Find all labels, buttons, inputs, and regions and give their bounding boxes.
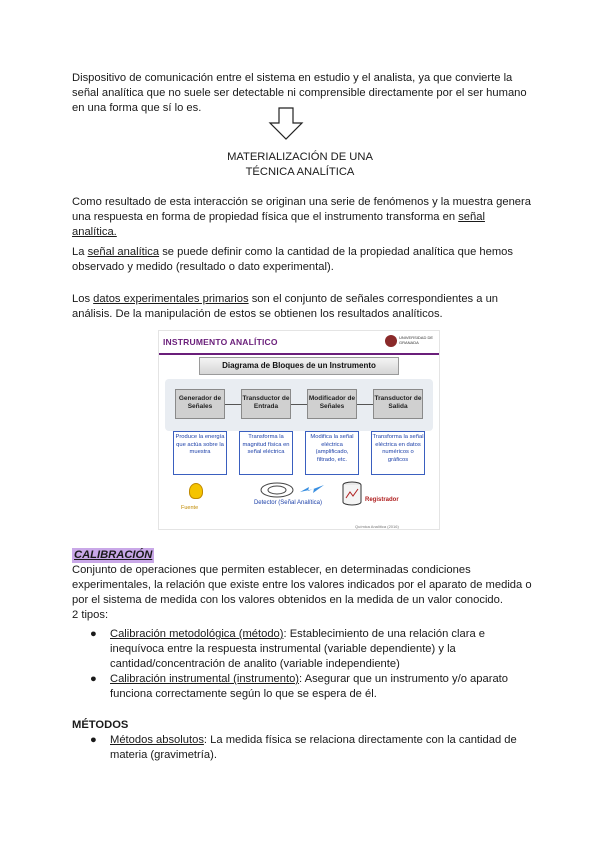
calibracion-text: Conjunto de operaciones que permiten establecer, en determinadas condiciones experimentales, la relación que existe entre los valores indicados por el aparato de medida o por el sistema de medida con los valores obtenidos en la medida de un valor conocido.: [72, 564, 532, 606]
datos-def-text: son el conjunto de señales correspondientes a un análisis. De la manipulación de estos se obtienen los resultados analíticos.: [72, 293, 499, 320]
block-transductor-salida: Transductor de Salida: [373, 389, 423, 419]
diagram-banner: Diagrama de Bloques de un Instrumento: [199, 357, 399, 375]
calibracion-metodologica-term: Calibración metodológica (método): [110, 628, 284, 640]
intro-text: Dispositivo de comunicación entre el sistema en estudio y el analista, ya que convierte la señal analítica que no suele ser detectable ni comprensible directamente por el ser humano en una forma que sí lo es.: [72, 72, 527, 114]
university-logo-text: UNIVERSIDAD DE GRANADA: [399, 335, 434, 345]
university-logo: [385, 334, 435, 350]
list-item: [88, 733, 528, 763]
detector-label: Detector (Señal Analítica): [253, 500, 323, 506]
instrument-block-diagram: [158, 330, 440, 530]
datos-def-term: datos experimentales primarios: [93, 293, 249, 305]
calibracion-tipos: 2 tipos:: [72, 609, 109, 621]
desc-modificador: Modifica la señal eléctrica (amplificado, filtrado, etc.: [305, 431, 359, 475]
metodos-heading: MÉTODOS: [72, 719, 129, 731]
block-transductor-entrada: Transductor de Entrada: [241, 389, 291, 419]
bullet-icon: ●: [90, 734, 97, 746]
connector-3: [357, 404, 373, 405]
senal-definition-paragraph: [72, 245, 532, 275]
block-generador: Generador de Señales: [175, 389, 225, 419]
connector-2: [291, 404, 307, 405]
senal-def-pre: La: [72, 246, 88, 258]
detector-icon: [259, 481, 295, 499]
calibracion-instrumental-term: Calibración instrumental (instrumento): [110, 673, 300, 685]
calibracion-instrumental-text: : Asegurar que un instrumento y/o aparato funciona correctamente según lo que se espera de él.: [110, 673, 508, 700]
figure-footer: Química Analítica (2016): [355, 524, 399, 529]
interaction-text: Como resultado de esta interacción se originan una serie de fenómenos y la muestra genera una respuesta en forma de propiedad física que el instrumento transforma en: [72, 196, 531, 223]
desc-transductor-salida: Transforma la señal eléctrica en datos numéricos o gráficos: [371, 431, 425, 475]
source-label: Fuente: [181, 505, 199, 511]
senal-def-term: señal analítica: [87, 246, 160, 258]
datos-definition-paragraph: [72, 292, 532, 322]
desc-transductor-entrada: Transforma la magnitud física en señal eléctrica: [239, 431, 293, 475]
figure-title: INSTRUMENTO ANALÍTICO: [163, 337, 278, 347]
senal-def-text: se puede definir como la cantidad de la propiedad analítica que hemos observado y medido (resultado o dato experimental).: [72, 246, 513, 273]
university-seal-icon: [385, 335, 397, 347]
metodos-list: [88, 733, 528, 763]
list-item: [88, 627, 528, 672]
connector-1: [225, 404, 241, 405]
desc-generador: Produce la energía que actúa sobre la muestra: [173, 431, 227, 475]
lightning-icon: [299, 483, 325, 497]
interaction-paragraph: [72, 195, 532, 240]
calibracion-list: [88, 627, 528, 702]
recorder-icon: [341, 481, 363, 507]
datos-def-pre: Los: [72, 293, 94, 305]
lightbulb-icon: [189, 483, 203, 499]
materializacion-line1: MATERIALIZACIÓN DE UNA: [227, 151, 373, 163]
block-modificador: Modificador de Señales: [307, 389, 357, 419]
metodos-absolutos-text: : La medida física se relaciona directamente con la cantidad de materia (gravimetría).: [110, 734, 517, 761]
register-label: Registrador: [365, 497, 399, 503]
bullet-icon: ●: [90, 673, 97, 685]
metodos-absolutos-term: Métodos absolutos: [110, 734, 204, 746]
senal-analitica-term: señal analítica.: [72, 211, 485, 238]
list-item: [88, 672, 528, 702]
bullet-icon: ●: [90, 628, 97, 640]
calibracion-heading: CALIBRACIÓN: [74, 549, 153, 561]
down-arrow-icon: [268, 107, 304, 141]
calibracion-metodologica-text: : Establecimiento de una relación clara e inequívoca entre la respuesta instrumental (variable dependiente) y la cantidad/concentración de analito (variable independiente): [110, 628, 485, 670]
calibracion-paragraph: [72, 563, 532, 623]
materializacion-line2: TÉCNICA ANALÍTICA: [245, 166, 355, 178]
figure-header: [159, 331, 439, 355]
